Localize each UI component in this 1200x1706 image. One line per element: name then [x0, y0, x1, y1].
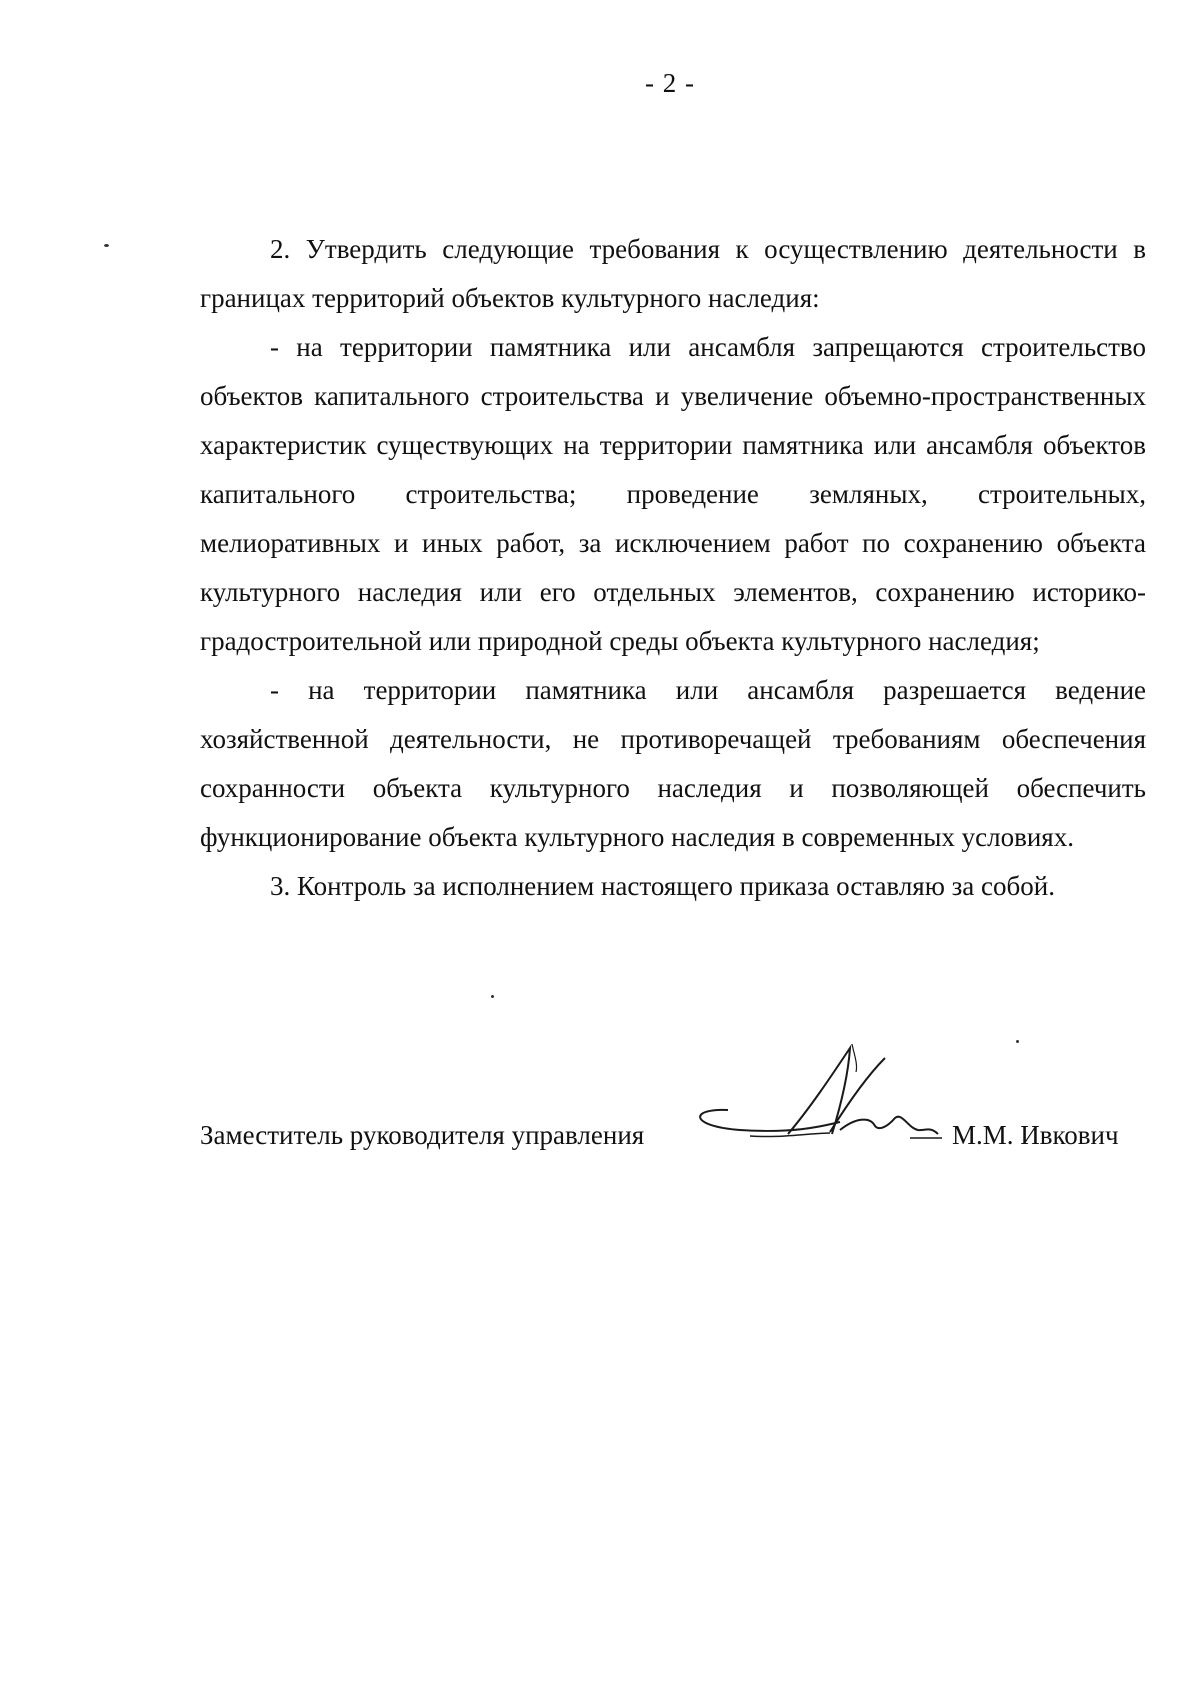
- signer-title: Заместитель руководителя управления: [200, 1120, 645, 1150]
- page-number: - 2 -: [645, 68, 695, 98]
- paragraph-permissions: - на территории памятника или ансамбля разрешается ведение хозяйственной деятельности, не противоречащей требованиям обеспечения сохранности объекта культурного наследия и позволяющей обеспечить функционирование объекта культурного наследия в современных условиях.: [200, 675, 1146, 852]
- paragraph-2: 2. Утвердить следующие требования к осуществлению деятельности в границах территорий объектов культурного наследия:: [200, 234, 1146, 313]
- scan-speck: [491, 995, 494, 998]
- scan-speck: [1016, 1040, 1019, 1043]
- signature-block: [200, 1100, 1140, 1200]
- paragraph-3: 3. Контроль за исполнением настоящего приказа оставляю за собой.: [270, 871, 1055, 901]
- paragraph-prohibitions: - на территории памятника или ансамбля запрещаются строительство объектов капитального строительства и увеличение объемно-пространственных характеристик существующих на территории памятника или ансамбля объектов капитального строительства; проведение земляных, строительных, мелиоративных и иных работ, за исключением работ по сохранению объекта культурного наследия или его отдельных элементов, сохранению историко-градостроительной или природной среды объекта культурного наследия;: [200, 332, 1146, 656]
- signer-name: М.М. Ивкович: [952, 1120, 1119, 1150]
- scan-speck: [104, 244, 109, 247]
- document-body: [200, 225, 1146, 911]
- handwritten-signature: [680, 1038, 950, 1168]
